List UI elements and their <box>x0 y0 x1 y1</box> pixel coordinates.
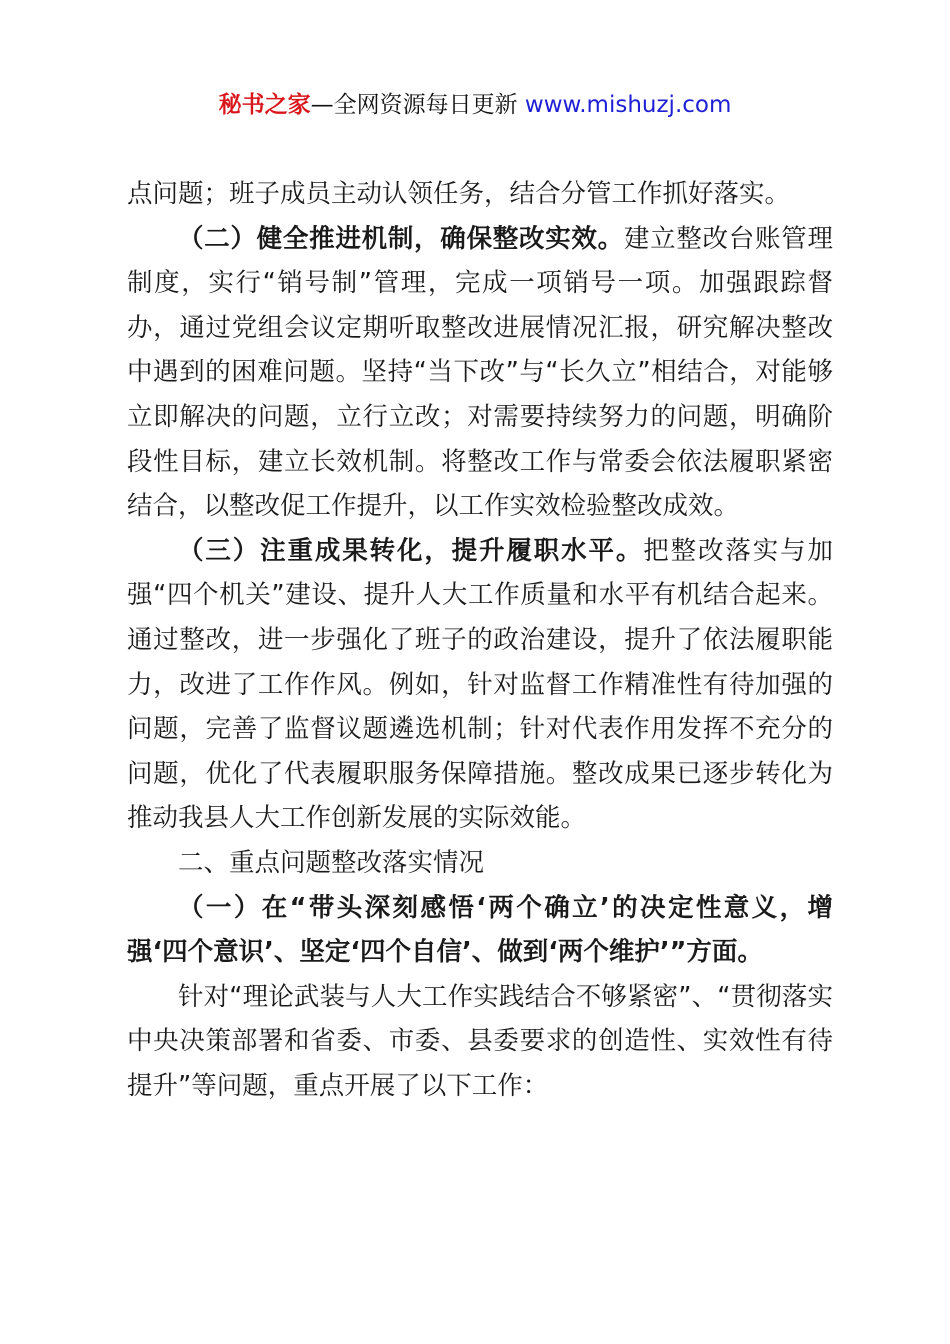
site-header <box>0 88 950 122</box>
document-body <box>127 172 833 1108</box>
site-url-link[interactable]: www.mishuzj.com <box>524 92 732 118</box>
paragraph-continuation <box>127 172 833 217</box>
site-brand: 秘书之家 <box>218 92 311 118</box>
site-tagline: —全网资源每日更新 <box>310 92 525 118</box>
section-heading: 二、重点问题整改落实情况 <box>178 847 485 878</box>
paragraph-text: 建立整改台账管理制度，实行“销号制”管理，完成一项销号一项。加强跟踪督办，通过党组会议定期听取整改进展情况汇报，研究解决整改中遇到的困难问题。坚持“当下改”与“长久立”相结合，对能够立即解决的问题，立行立改；对需要持续努力的问题，明确阶段性目标，建立长效机制。将整改工作与常委会依法履职紧密结合，以整改促工作提升，以工作实效检验整改成效。 <box>127 223 833 522</box>
paragraph-lead-heading: （三）注重成果转化，提升履职水平。 <box>178 535 644 566</box>
paragraph-text: 点问题；班子成员主动认领任务，结合分管工作抓好落实。 <box>127 179 791 209</box>
paragraph-text: 把整改落实与加强“四个机关”建设、提升人大工作质量和水平有机结合起来。通过整改，进一步强化了班子的政治建设，提升了依法履职能力，改进了工作作风。例如，针对监督工作精准性有待加强的问题，完善了监督议题遴选机制；针对代表作用发挥不充分的问题，优化了代表履职服务保障措施。整改成果已逐步转化为推动我县人大工作创新发展的实际效能。 <box>127 535 833 834</box>
paragraph-lead-heading: （二）健全推进机制，确保整改实效。 <box>178 223 624 254</box>
paragraph-mechanism <box>127 217 833 529</box>
paragraph-results <box>127 529 833 841</box>
paragraph-closing: 针对“理论武装与人大工作实践结合不够紧密”、“贯彻落实中央决策部署和省委、市委、县委要求的创造性、实效性有待提升”等问题，重点开展了以下工作： <box>127 981 833 1101</box>
subsection-heading: （一）在“带头深刻感悟‘两个确立’的决定性意义，增强‘四个意识’、坚定‘四个自信’、做到‘两个维护’”方面。 <box>127 892 833 968</box>
